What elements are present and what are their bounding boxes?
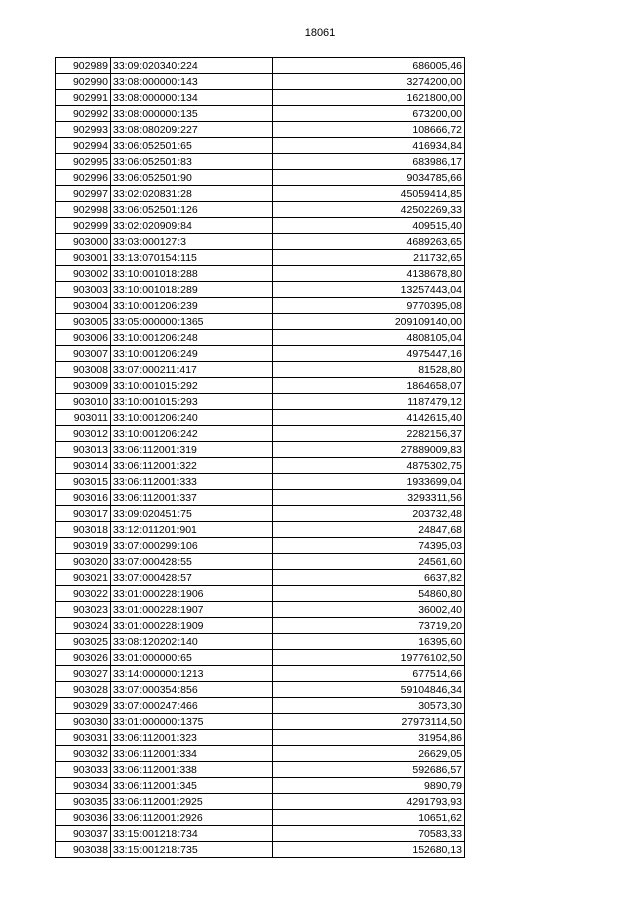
table-row — [56, 122, 465, 138]
value-cell: 74395,03 — [273, 538, 465, 554]
row-number-cell: 903022 — [56, 586, 111, 602]
row-number-cell: 903020 — [56, 554, 111, 570]
value-cell: 3274200,00 — [273, 74, 465, 90]
row-number-cell: 903028 — [56, 682, 111, 698]
value-cell: 1621800,00 — [273, 90, 465, 106]
table-row — [56, 842, 465, 858]
row-number-cell: 903029 — [56, 698, 111, 714]
cadastral-number-cell: 33:06:112001:333 — [111, 474, 273, 490]
row-number-cell: 902992 — [56, 106, 111, 122]
row-number-cell: 903018 — [56, 522, 111, 538]
row-number-cell: 903034 — [56, 778, 111, 794]
row-number-cell: 903015 — [56, 474, 111, 490]
table-row — [56, 762, 465, 778]
table-row — [56, 282, 465, 298]
value-cell: 24847,68 — [273, 522, 465, 538]
value-cell: 677514,66 — [273, 666, 465, 682]
row-number-cell: 903032 — [56, 746, 111, 762]
table-row — [56, 682, 465, 698]
table-row — [56, 794, 465, 810]
value-cell: 6637,82 — [273, 570, 465, 586]
row-number-cell: 903002 — [56, 266, 111, 282]
row-number-cell: 903003 — [56, 282, 111, 298]
table-row — [56, 346, 465, 362]
table-row — [56, 186, 465, 202]
cadastral-number-cell: 33:05:000000:1365 — [111, 314, 273, 330]
cadastral-number-cell: 33:06:112001:2926 — [111, 810, 273, 826]
cadastral-number-cell: 33:01:000000:1375 — [111, 714, 273, 730]
cadastral-number-cell: 33:10:001206:249 — [111, 346, 273, 362]
value-cell: 9034785,66 — [273, 170, 465, 186]
value-cell: 1933699,04 — [273, 474, 465, 490]
value-cell: 4138678,80 — [273, 266, 465, 282]
cadastral-number-cell: 33:07:000211:417 — [111, 362, 273, 378]
table-row — [56, 698, 465, 714]
cadastral-number-cell: 33:01:000228:1907 — [111, 602, 273, 618]
value-cell: 27889009,83 — [273, 442, 465, 458]
row-number-cell: 903026 — [56, 650, 111, 666]
cadastral-number-cell: 33:10:001018:288 — [111, 266, 273, 282]
cadastral-number-cell: 33:08:120202:140 — [111, 634, 273, 650]
table-row — [56, 378, 465, 394]
value-cell: 409515,40 — [273, 218, 465, 234]
cadastral-number-cell: 33:12:011201:901 — [111, 522, 273, 538]
value-cell: 73719,20 — [273, 618, 465, 634]
cadastral-number-cell: 33:10:001015:293 — [111, 394, 273, 410]
row-number-cell: 902991 — [56, 90, 111, 106]
cadastral-number-cell: 33:15:001218:735 — [111, 842, 273, 858]
value-cell: 1864658,07 — [273, 378, 465, 394]
row-number-cell: 902995 — [56, 154, 111, 170]
cadastral-number-cell: 33:06:112001:323 — [111, 730, 273, 746]
row-number-cell: 903023 — [56, 602, 111, 618]
row-number-cell: 903004 — [56, 298, 111, 314]
table-row — [56, 218, 465, 234]
table-row — [56, 538, 465, 554]
table-row — [56, 650, 465, 666]
cadastral-number-cell: 33:06:052501:126 — [111, 202, 273, 218]
value-cell: 36002,40 — [273, 602, 465, 618]
value-cell: 209109140,00 — [273, 314, 465, 330]
cadastral-number-cell: 33:07:000247:466 — [111, 698, 273, 714]
value-cell: 31954,86 — [273, 730, 465, 746]
cadastral-number-cell: 33:15:001218:734 — [111, 826, 273, 842]
table-row — [56, 58, 465, 74]
cadastral-number-cell: 33:08:000000:135 — [111, 106, 273, 122]
row-number-cell: 903013 — [56, 442, 111, 458]
value-cell: 211732,65 — [273, 250, 465, 266]
value-cell: 19776102,50 — [273, 650, 465, 666]
row-number-cell: 903011 — [56, 410, 111, 426]
table-row — [56, 410, 465, 426]
row-number-cell: 903036 — [56, 810, 111, 826]
row-number-cell: 902998 — [56, 202, 111, 218]
value-cell: 24561,60 — [273, 554, 465, 570]
table-row — [56, 810, 465, 826]
value-cell: 54860,80 — [273, 586, 465, 602]
table-row — [56, 250, 465, 266]
row-number-cell: 903000 — [56, 234, 111, 250]
cadastral-number-cell: 33:10:001206:248 — [111, 330, 273, 346]
cadastral-number-cell: 33:06:112001:334 — [111, 746, 273, 762]
cadastral-number-cell: 33:10:001206:239 — [111, 298, 273, 314]
cadastral-number-cell: 33:06:112001:337 — [111, 490, 273, 506]
cadastral-number-cell: 33:06:052501:65 — [111, 138, 273, 154]
value-cell: 416934,84 — [273, 138, 465, 154]
table-row — [56, 298, 465, 314]
table-row — [56, 522, 465, 538]
row-number-cell: 903001 — [56, 250, 111, 266]
value-cell: 13257443,04 — [273, 282, 465, 298]
value-cell: 9890,79 — [273, 778, 465, 794]
value-cell: 4291793,93 — [273, 794, 465, 810]
table-row — [56, 394, 465, 410]
table-row — [56, 442, 465, 458]
table-row — [56, 330, 465, 346]
value-cell: 27973114,50 — [273, 714, 465, 730]
table-row — [56, 570, 465, 586]
cadastral-number-cell: 33:09:020451:75 — [111, 506, 273, 522]
table-row — [56, 138, 465, 154]
row-number-cell: 903010 — [56, 394, 111, 410]
value-cell: 30573,30 — [273, 698, 465, 714]
row-number-cell: 903037 — [56, 826, 111, 842]
value-cell: 1187479,12 — [273, 394, 465, 410]
cadastral-number-cell: 33:10:001018:289 — [111, 282, 273, 298]
registry-table — [55, 57, 465, 858]
row-number-cell: 903021 — [56, 570, 111, 586]
value-cell: 9770395,08 — [273, 298, 465, 314]
value-cell: 686005,46 — [273, 58, 465, 74]
cadastral-number-cell: 33:06:112001:345 — [111, 778, 273, 794]
value-cell: 4875302,75 — [273, 458, 465, 474]
row-number-cell: 902994 — [56, 138, 111, 154]
page-number: 18061 — [304, 27, 336, 39]
table-row — [56, 458, 465, 474]
value-cell: 4975447,16 — [273, 346, 465, 362]
cadastral-number-cell: 33:07:000299:106 — [111, 538, 273, 554]
cadastral-number-cell: 33:01:000228:1906 — [111, 586, 273, 602]
cadastral-number-cell: 33:06:052501:90 — [111, 170, 273, 186]
cadastral-number-cell: 33:09:020340:224 — [111, 58, 273, 74]
row-number-cell: 903006 — [56, 330, 111, 346]
table-row — [56, 586, 465, 602]
table-row — [56, 714, 465, 730]
cadastral-number-cell: 33:06:112001:2925 — [111, 794, 273, 810]
cadastral-number-cell: 33:07:000428:55 — [111, 554, 273, 570]
table-row — [56, 618, 465, 634]
row-number-cell: 903035 — [56, 794, 111, 810]
table-row — [56, 234, 465, 250]
table-row — [56, 74, 465, 90]
cadastral-number-cell: 33:01:000000:65 — [111, 650, 273, 666]
cadastral-number-cell: 33:06:052501:83 — [111, 154, 273, 170]
row-number-cell: 903030 — [56, 714, 111, 730]
value-cell: 2282156,37 — [273, 426, 465, 442]
table-row — [56, 202, 465, 218]
cadastral-number-cell: 33:02:020831:28 — [111, 186, 273, 202]
cadastral-number-cell: 33:02:020909:84 — [111, 218, 273, 234]
row-number-cell: 903033 — [56, 762, 111, 778]
table-row — [56, 826, 465, 842]
row-number-cell: 902993 — [56, 122, 111, 138]
value-cell: 59104846,34 — [273, 682, 465, 698]
table-row — [56, 474, 465, 490]
value-cell: 152680,13 — [273, 842, 465, 858]
row-number-cell: 903019 — [56, 538, 111, 554]
row-number-cell: 903005 — [56, 314, 111, 330]
table-row — [56, 362, 465, 378]
row-number-cell: 903009 — [56, 378, 111, 394]
table-row — [56, 266, 465, 282]
cadastral-number-cell: 33:10:001206:242 — [111, 426, 273, 442]
value-cell: 10651,62 — [273, 810, 465, 826]
row-number-cell: 903024 — [56, 618, 111, 634]
value-cell: 592686,57 — [273, 762, 465, 778]
cadastral-number-cell: 33:08:000000:134 — [111, 90, 273, 106]
table-row — [56, 106, 465, 122]
value-cell: 673200,00 — [273, 106, 465, 122]
value-cell: 81528,80 — [273, 362, 465, 378]
row-number-cell: 903025 — [56, 634, 111, 650]
table-row — [56, 778, 465, 794]
table-row — [56, 90, 465, 106]
cadastral-number-cell: 33:06:112001:322 — [111, 458, 273, 474]
table-row — [56, 746, 465, 762]
value-cell: 4689263,65 — [273, 234, 465, 250]
row-number-cell: 903016 — [56, 490, 111, 506]
row-number-cell: 902989 — [56, 58, 111, 74]
value-cell: 683986,17 — [273, 154, 465, 170]
value-cell: 4142615,40 — [273, 410, 465, 426]
row-number-cell: 903031 — [56, 730, 111, 746]
cadastral-number-cell: 33:07:000354:856 — [111, 682, 273, 698]
registry-table-body — [56, 58, 465, 858]
cadastral-number-cell: 33:07:000428:57 — [111, 570, 273, 586]
cadastral-number-cell: 33:06:112001:319 — [111, 442, 273, 458]
row-number-cell: 903008 — [56, 362, 111, 378]
cadastral-number-cell: 33:06:112001:338 — [111, 762, 273, 778]
value-cell: 203732,48 — [273, 506, 465, 522]
value-cell: 70583,33 — [273, 826, 465, 842]
table-row — [56, 426, 465, 442]
value-cell: 26629,05 — [273, 746, 465, 762]
cadastral-number-cell: 33:10:001015:292 — [111, 378, 273, 394]
table-row — [56, 554, 465, 570]
table-row — [56, 490, 465, 506]
table-row — [56, 666, 465, 682]
row-number-cell: 903012 — [56, 426, 111, 442]
cadastral-number-cell: 33:01:000228:1909 — [111, 618, 273, 634]
value-cell: 3293311,56 — [273, 490, 465, 506]
row-number-cell: 902990 — [56, 74, 111, 90]
cadastral-number-cell: 33:08:080209:227 — [111, 122, 273, 138]
row-number-cell: 902996 — [56, 170, 111, 186]
table-row — [56, 634, 465, 650]
row-number-cell: 903027 — [56, 666, 111, 682]
row-number-cell: 903017 — [56, 506, 111, 522]
value-cell: 16395,60 — [273, 634, 465, 650]
table-row — [56, 154, 465, 170]
table-row — [56, 506, 465, 522]
value-cell: 4808105,04 — [273, 330, 465, 346]
table-row — [56, 602, 465, 618]
cadastral-number-cell: 33:14:000000:1213 — [111, 666, 273, 682]
table-row — [56, 314, 465, 330]
row-number-cell: 903007 — [56, 346, 111, 362]
value-cell: 108666,72 — [273, 122, 465, 138]
value-cell: 45059414,85 — [273, 186, 465, 202]
row-number-cell: 903038 — [56, 842, 111, 858]
cadastral-number-cell: 33:10:001206:240 — [111, 410, 273, 426]
value-cell: 42502269,33 — [273, 202, 465, 218]
table-row — [56, 170, 465, 186]
row-number-cell: 903014 — [56, 458, 111, 474]
cadastral-number-cell: 33:03:000127:3 — [111, 234, 273, 250]
row-number-cell: 902997 — [56, 186, 111, 202]
cadastral-number-cell: 33:08:000000:143 — [111, 74, 273, 90]
cadastral-number-cell: 33:13:070154:115 — [111, 250, 273, 266]
table-row — [56, 730, 465, 746]
row-number-cell: 902999 — [56, 218, 111, 234]
